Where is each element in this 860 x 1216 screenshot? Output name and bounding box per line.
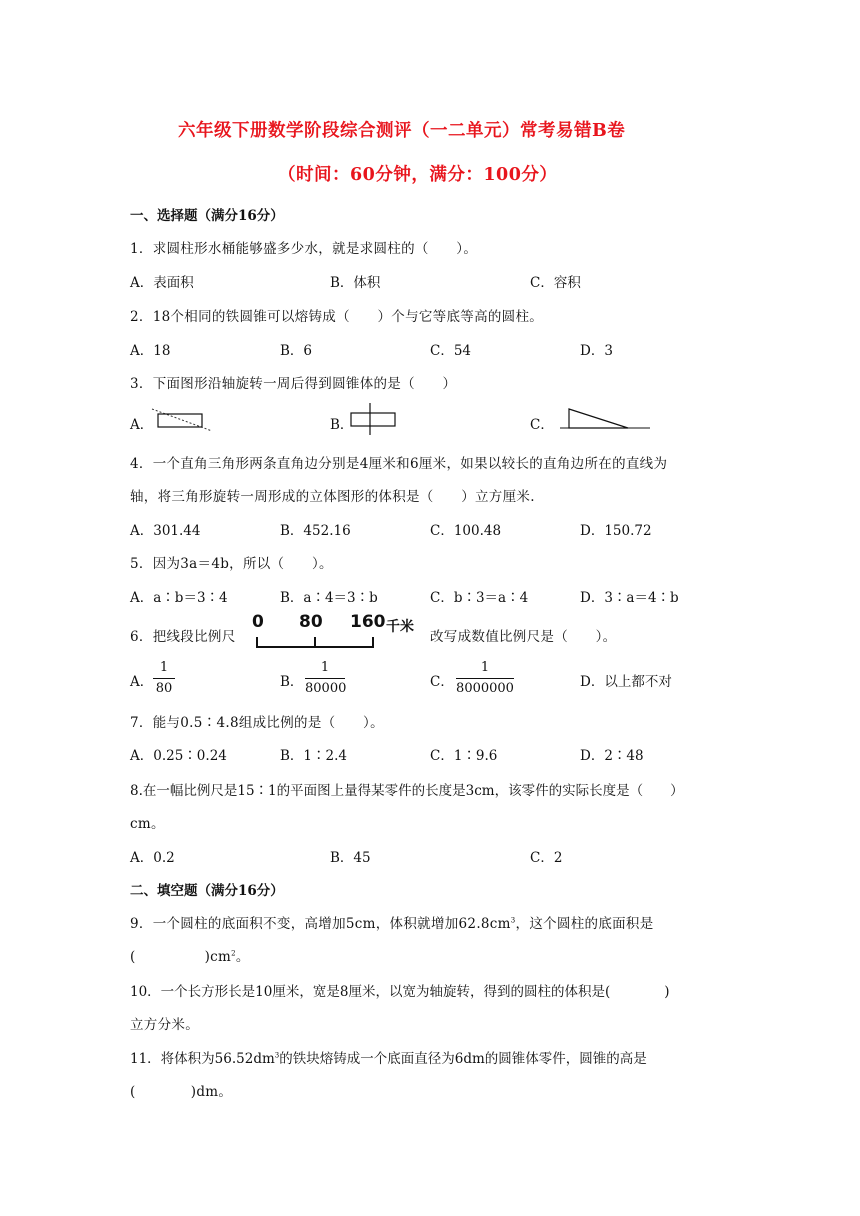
q6-c-denominator: 8000000 — [456, 681, 514, 696]
question-3: 3．下面图形沿轴旋转一周后得到圆锥体的是（ ） — [130, 376, 457, 392]
question-4-line-1: 4．一个直角三角形两条直角边分别是4厘米和6厘米，如果以较长的直角边所在的直线为 — [130, 456, 668, 472]
q7-option-a: A．0.25∶0.24 — [130, 748, 227, 764]
q4-option-b: B．452.16 — [280, 523, 351, 539]
q6-c-numerator: 1 — [480, 660, 490, 675]
scale-unit: 千米 — [386, 619, 414, 635]
scale-tick-80: 80 — [299, 612, 323, 632]
q8-option-c: C．2 — [530, 850, 563, 866]
q6-a-numerator: 1 — [159, 660, 169, 675]
q3-figure-a — [150, 407, 214, 433]
q8-option-a: A．0.2 — [130, 850, 175, 866]
q3-figure-b — [348, 402, 398, 436]
q9-sup-1: 3 — [510, 916, 516, 925]
q6-option-c-label: C． — [430, 674, 454, 690]
q5-option-c: C．b∶3＝a∶4 — [430, 590, 529, 606]
q3-figure-c — [558, 407, 654, 431]
q9-blank: ( )cm — [130, 949, 232, 965]
q4-option-a: A．301.44 — [130, 523, 201, 539]
line-scale-figure — [252, 612, 422, 652]
q6-option-d: D．以上都不对 — [580, 674, 672, 690]
q11-text-b: 的铁块熔铸成一个底面直径为6dm的圆锥体零件，圆锥的高是 — [279, 1051, 647, 1067]
question-11-line-2: ( )dm。 — [130, 1084, 233, 1100]
q9-sup-2: 2 — [231, 949, 236, 958]
q3-option-a: A． — [130, 417, 154, 433]
q6-b-numerator: 1 — [320, 660, 330, 675]
question-8-line-2: cm。 — [130, 816, 165, 832]
question-9-line-1 — [130, 912, 654, 932]
q6-a-denominator: 80 — [155, 681, 173, 696]
q9-text-b: ，这个圆柱的底面积是 — [515, 916, 654, 932]
question-8-line-1: 8.在一幅比例尺是15∶1的平面图上量得某零件的长度是3cm，该零件的实际长度是（ ） — [130, 783, 684, 799]
q6-option-b-label: B． — [280, 674, 304, 690]
q5-option-d: D．3∶a＝4∶b — [580, 590, 679, 606]
question-1: 1．求圆柱形水桶能够盛多少水，就是求圆柱的（ ）。 — [130, 241, 478, 257]
q7-option-d: D．2∶48 — [580, 748, 644, 764]
q8-option-b: B．45 — [330, 850, 371, 866]
page-subtitle: （时间：60分钟，满分：100分） — [278, 165, 558, 185]
question-6-prefix: 6．把线段比例尺 — [130, 629, 236, 645]
scale-tick-160: 160 — [350, 612, 386, 632]
q11-text-a: 11．将体积为56.52dm — [130, 1051, 275, 1067]
q9-text-a: 9．一个圆柱的底面积不变，高增加5cm，体积就增加62.8cm — [130, 916, 511, 932]
question-4-line-2: 轴，将三角形旋转一周形成的立体图形的体积是（ ）立方厘米. — [130, 489, 535, 505]
page-title: 六年级下册数学阶段综合测评（一二单元）常考易错B卷 — [178, 121, 626, 141]
question-6-suffix: 改写成数值比例尺是（ ）。 — [430, 629, 617, 645]
q1-option-b: B．体积 — [330, 275, 381, 291]
q6-option-b-fraction — [305, 660, 345, 697]
q5-option-a: A．a∶b＝3∶4 — [130, 590, 228, 606]
q5-option-b: B．a∶4＝3∶b — [280, 590, 378, 606]
question-2: 2．18个相同的铁圆锥可以熔铸成（ ）个与它等底等高的圆柱。 — [130, 309, 544, 325]
question-7: 7．能与0.5∶4.8组成比例的是（ ）。 — [130, 715, 384, 731]
section-heading-choice: 一、选择题（满分16分） — [130, 208, 284, 224]
q7-option-b: B．1∶2.4 — [280, 748, 347, 764]
question-5: 5．因为3a＝4b，所以（ ）。 — [130, 556, 333, 572]
q2-option-d: D．3 — [580, 343, 613, 359]
q1-option-a: A．表面积 — [130, 275, 194, 291]
q2-option-a: A．18 — [130, 343, 171, 359]
q4-option-c: C．100.48 — [430, 523, 502, 539]
q11-sup-1: 3 — [274, 1051, 280, 1060]
q6-option-a-fraction — [153, 660, 175, 697]
scale-tick-0: 0 — [252, 612, 264, 632]
q2-option-c: C．54 — [430, 343, 472, 359]
question-10-line-1: 10．一个长方形长是10厘米，宽是8厘米，以宽为轴旋转，得到的圆柱的体积是( ) — [130, 984, 670, 1000]
q7-option-c: C．1∶9.6 — [430, 748, 498, 764]
q6-option-a-label: A． — [130, 674, 154, 690]
question-11-line-1 — [130, 1047, 647, 1067]
scale-bar — [254, 636, 378, 650]
question-10-line-2: 立方分米。 — [130, 1017, 199, 1033]
q6-b-denominator: 80000 — [305, 681, 347, 696]
section-heading-fill: 二、填空题（满分16分） — [130, 883, 284, 899]
q4-option-d: D．150.72 — [580, 523, 652, 539]
q9-end: 。 — [235, 949, 250, 965]
question-9-line-2 — [130, 945, 250, 965]
q1-option-c: C．容积 — [530, 275, 581, 291]
q3-option-c: C． — [530, 417, 554, 433]
q3-option-b: B． — [330, 417, 354, 433]
q6-option-c-fraction — [456, 660, 514, 697]
q2-option-b: B．6 — [280, 343, 313, 359]
